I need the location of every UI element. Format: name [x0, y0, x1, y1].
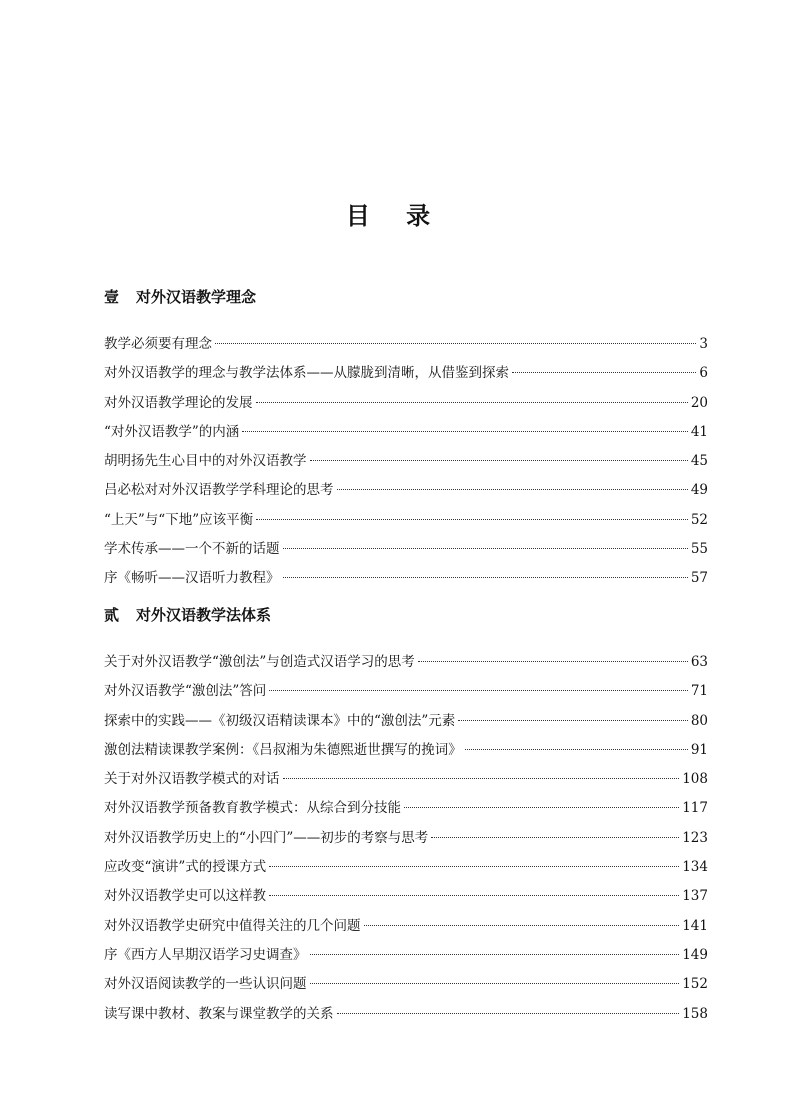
- toc-page-number: 117: [682, 800, 708, 817]
- toc-page-number: 141: [682, 917, 708, 934]
- toc-entry-title: “上天”与“下地”应该平衡: [104, 511, 254, 528]
- toc-page-number: 158: [682, 1005, 708, 1022]
- toc-entry-title: 对外汉语教学“激创法”答问: [104, 683, 267, 700]
- toc-entry[interactable]: [104, 1000, 708, 1029]
- toc-entry[interactable]: [104, 765, 708, 794]
- dot-leader: [256, 402, 688, 403]
- toc-page-number: 6: [699, 365, 708, 382]
- toc-page-number: 108: [682, 771, 708, 788]
- toc-page-number: 57: [690, 570, 708, 587]
- toc-page-number: 55: [690, 541, 708, 558]
- toc-page-number: 149: [682, 946, 708, 963]
- toc-page-number: 20: [690, 394, 708, 411]
- toc-section-1: [104, 286, 708, 594]
- toc-entry[interactable]: [104, 736, 708, 765]
- dot-leader: [269, 895, 679, 896]
- toc-section-2: [104, 604, 708, 1029]
- dot-leader: [283, 577, 688, 578]
- toc-entry-title: 探索中的实践——《初级汉语精读课本》中的“激创法”元素: [104, 712, 456, 729]
- toc-entry[interactable]: [104, 853, 708, 882]
- dot-leader: [269, 866, 679, 867]
- dot-leader: [404, 807, 679, 808]
- toc-entry-title: 序《畅听——汉语听力教程》: [104, 570, 280, 587]
- toc-entry-title: 对外汉语教学预备教育教学模式：从综合到分技能: [104, 800, 401, 817]
- dot-leader: [512, 372, 696, 373]
- toc-entry-title: 对外汉语教学史可以这样教: [104, 888, 266, 905]
- toc-page-number: 52: [690, 511, 708, 528]
- toc-entry-title: 读写课中教材、教案与课堂教学的关系: [104, 1005, 334, 1022]
- toc-entry-title: 对外汉语教学的理念与教学法体系——从朦胧到清晰，从借鉴到探索: [104, 365, 509, 382]
- toc-entry-title: 胡明扬先生心目中的对外汉语教学: [104, 453, 307, 470]
- toc-entry-title: 学术传承——一个不新的话题: [104, 541, 280, 558]
- toc-entry[interactable]: [104, 824, 708, 853]
- dot-leader: [458, 720, 688, 721]
- toc-entry[interactable]: [104, 882, 708, 911]
- section-number: 壹: [104, 288, 120, 306]
- toc-entry-title: 序《西方人早期汉语学习史调查》: [104, 946, 307, 963]
- dot-leader: [310, 983, 680, 984]
- toc-entry-title: 对外汉语教学理论的发展: [104, 394, 253, 411]
- toc-entry[interactable]: [104, 389, 708, 418]
- toc-entry[interactable]: [104, 912, 708, 941]
- dot-leader: [418, 661, 688, 662]
- toc-entry[interactable]: [104, 506, 708, 535]
- toc-page-number: 3: [699, 336, 708, 352]
- toc-entry-title: 关于对外汉语教学模式的对话: [104, 771, 280, 788]
- toc-page-number: 152: [682, 976, 708, 993]
- toc-entry-title: 激创法精读课教学案例：《吕叔湘为朱德熙逝世撰写的挽词》: [104, 741, 462, 758]
- toc-entry[interactable]: [104, 648, 708, 677]
- dot-leader: [337, 1013, 680, 1014]
- toc-entry[interactable]: [104, 359, 708, 388]
- toc-page-number: 80: [690, 712, 708, 729]
- dot-leader: [310, 954, 680, 955]
- dot-leader: [364, 925, 680, 926]
- toc-page-number: 134: [682, 859, 708, 876]
- toc-entry[interactable]: [104, 476, 708, 505]
- toc-entry-title: “对外汉语教学”的内涵: [104, 423, 240, 440]
- toc-page-number: 123: [682, 829, 708, 846]
- toc-page-number: 71: [690, 683, 708, 700]
- dot-leader: [310, 460, 688, 461]
- toc-entry[interactable]: [104, 677, 708, 706]
- dot-leader: [465, 749, 688, 750]
- toc-entry[interactable]: [104, 941, 708, 970]
- toc-page-number: 49: [690, 482, 708, 499]
- page-title: 目 录: [345, 202, 445, 230]
- toc-page-number: 45: [690, 453, 708, 470]
- toc-entry[interactable]: [104, 535, 708, 564]
- dot-leader: [283, 778, 680, 779]
- toc-page-number: 63: [690, 654, 708, 670]
- toc-page-number: 91: [690, 741, 708, 758]
- toc-entry-title: 应改变“演讲”式的授课方式: [104, 859, 267, 876]
- toc-page-number: 137: [682, 888, 708, 905]
- section-number: 贰: [104, 606, 120, 624]
- toc-entry[interactable]: [104, 970, 708, 999]
- section-heading: [104, 286, 708, 308]
- toc-entry[interactable]: [104, 330, 708, 359]
- dot-leader: [269, 690, 688, 691]
- toc-entry[interactable]: [104, 707, 708, 736]
- toc-page-number: 41: [690, 423, 708, 440]
- toc-entry[interactable]: [104, 418, 708, 447]
- dot-leader: [337, 489, 688, 490]
- section-title: 对外汉语教学法体系: [136, 606, 272, 624]
- dot-leader: [242, 431, 688, 432]
- toc-entry[interactable]: [104, 564, 708, 593]
- dot-leader: [256, 519, 688, 520]
- section-title: 对外汉语教学理念: [136, 288, 257, 306]
- toc-entry-title: 对外汉语教学历史上的“小四门”——初步的考察与思考: [104, 829, 429, 846]
- section-heading: [104, 604, 708, 626]
- toc-entry-title: 对外汉语教学史研究中值得关注的几个问题: [104, 917, 361, 934]
- toc-entry-title: 吕必松对对外汉语教学学科理论的思考: [104, 482, 334, 499]
- toc-entry[interactable]: [104, 447, 708, 476]
- dot-leader: [283, 548, 688, 549]
- toc-entry[interactable]: [104, 794, 708, 823]
- dot-leader: [431, 837, 679, 838]
- toc-entry-title: 关于对外汉语教学“激创法”与创造式汉语学习的思考: [104, 654, 415, 670]
- toc-entry-title: 对外汉语阅读教学的一些认识问题: [104, 976, 307, 993]
- toc-entry-title: 教学必须要有理念: [104, 336, 212, 352]
- dot-leader: [215, 343, 696, 344]
